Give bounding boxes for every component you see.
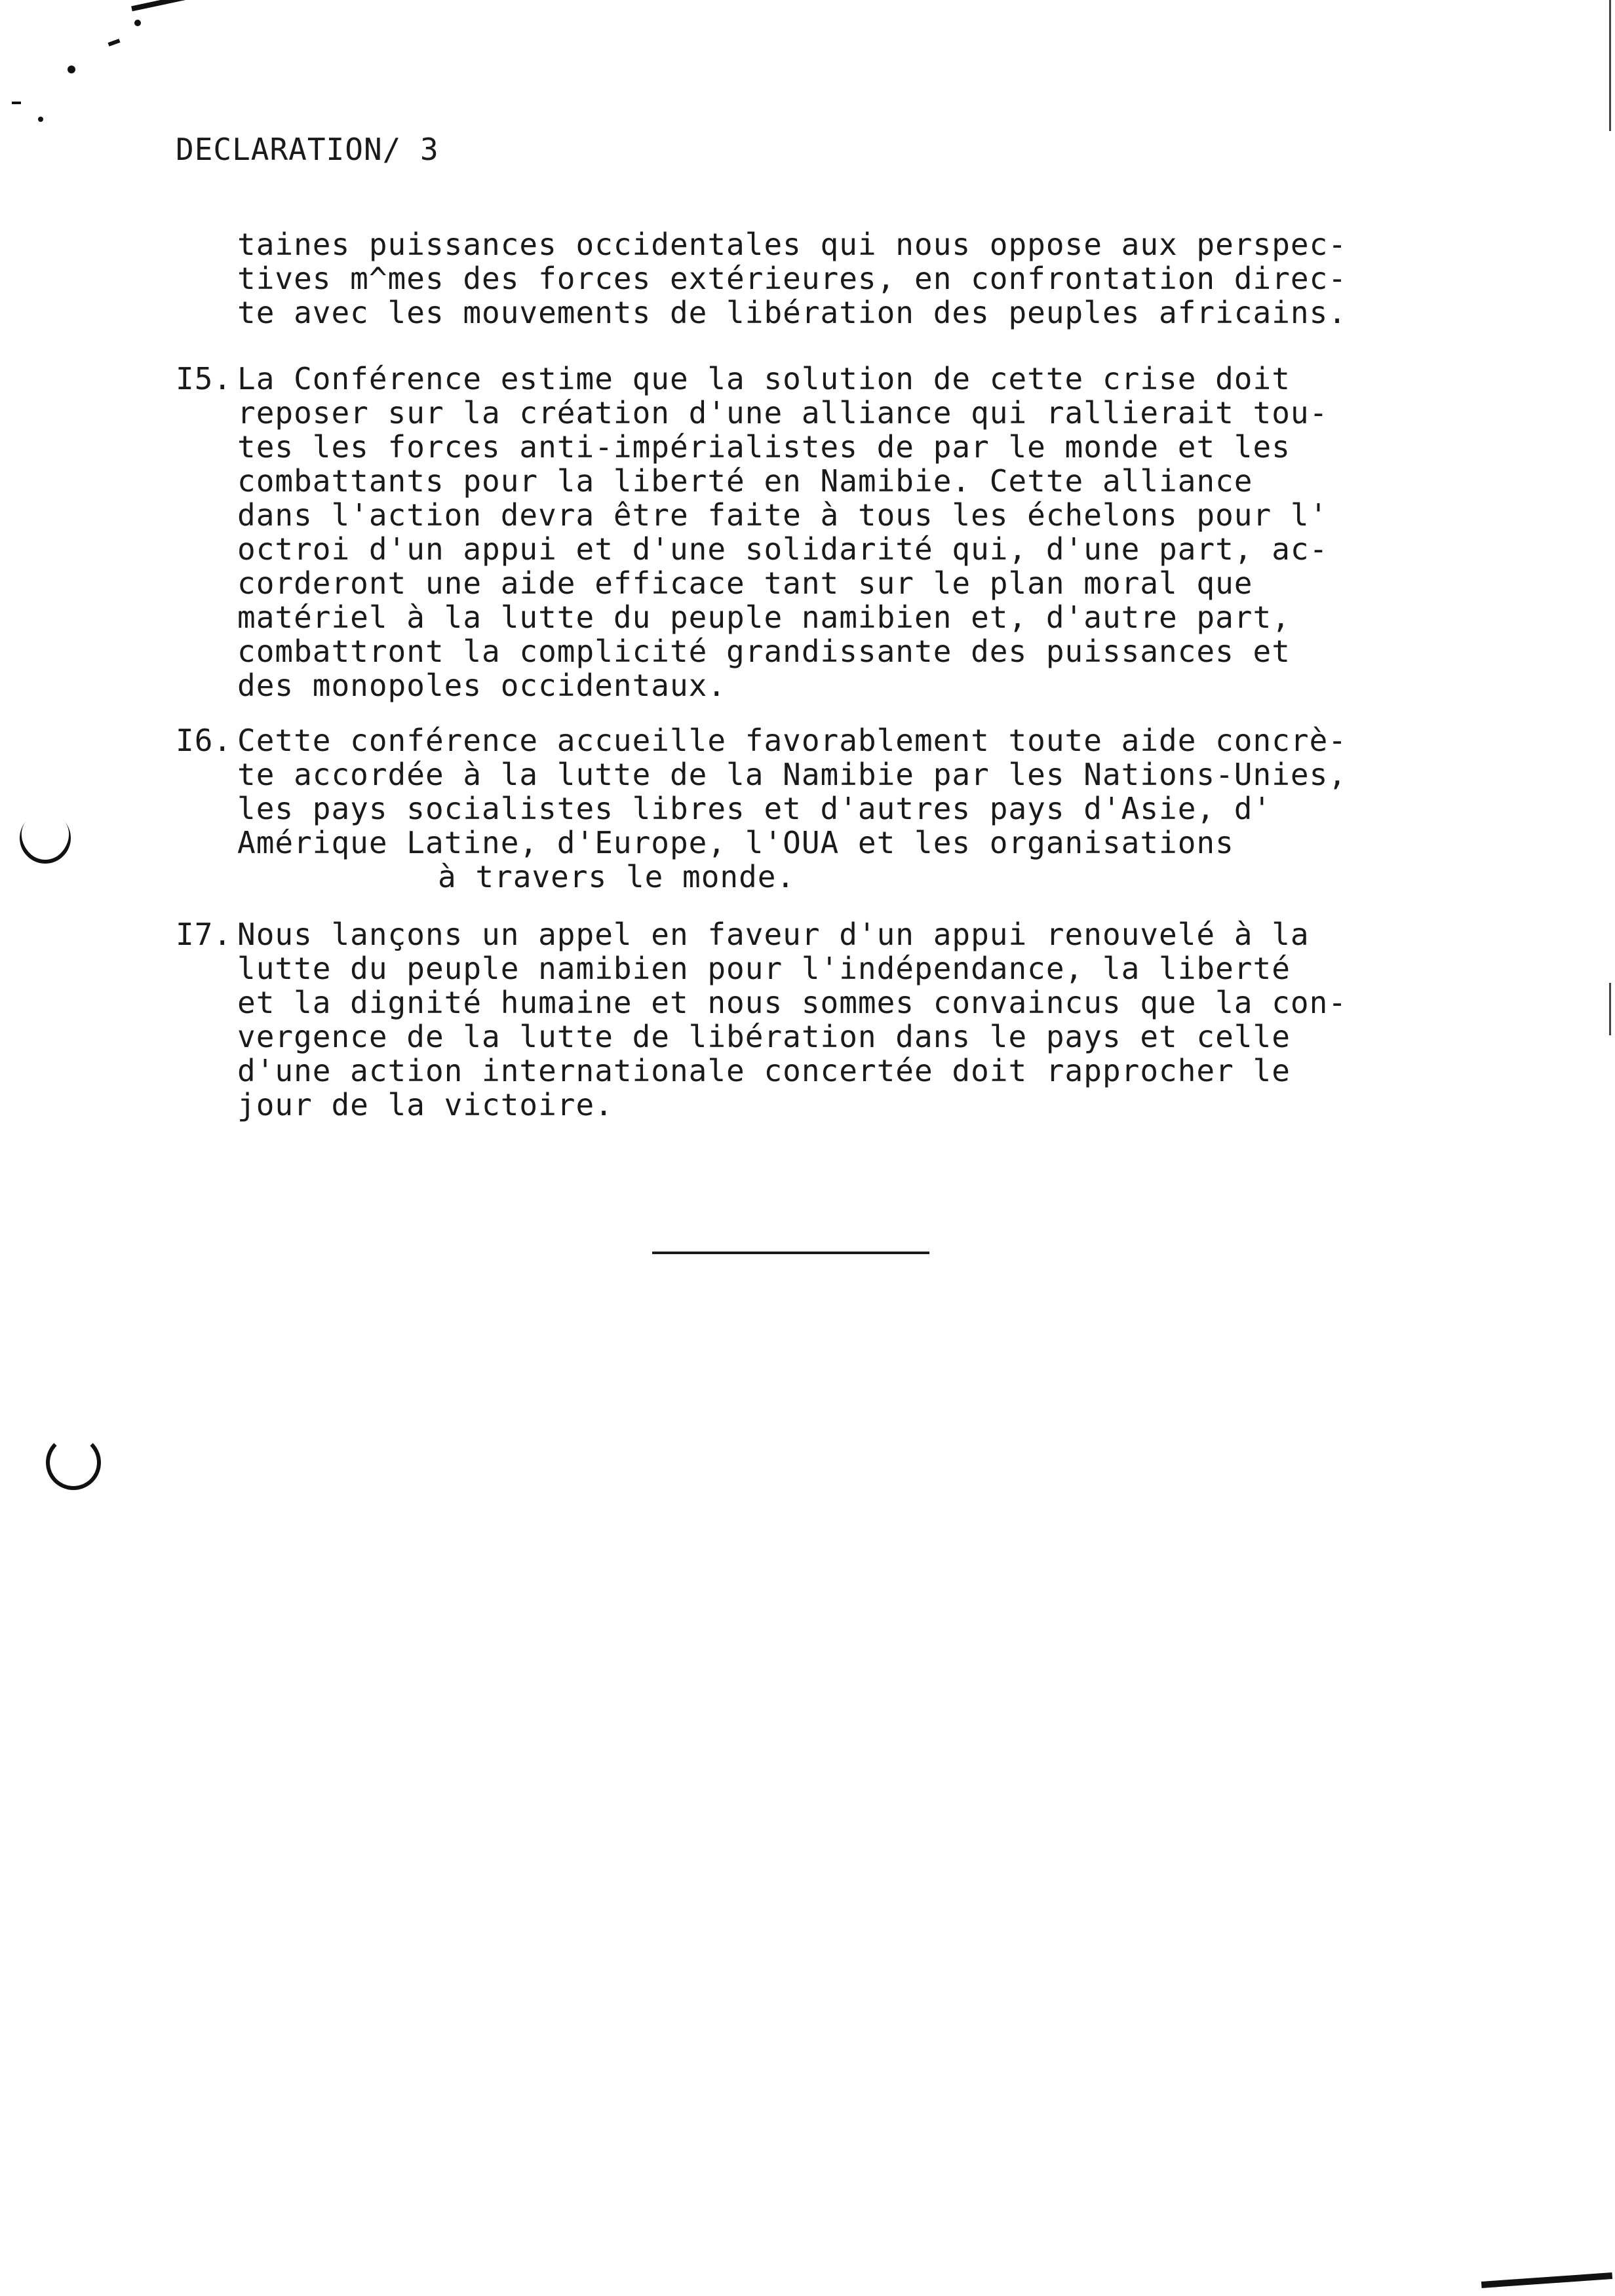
punch-hole-upper xyxy=(9,802,81,874)
paragraph-line: combattants pour la liberté en Namibie. Cette alliance xyxy=(237,463,1253,499)
paragraph-line: d'une action internationale concertée doit rapprocher le xyxy=(237,1053,1291,1088)
paragraph-line: matériel à la lutte du peuple namibien et, d'autre part, xyxy=(237,600,1291,635)
paragraph-line: les pays socialistes libres et d'autres pays d'Asie, d' xyxy=(237,791,1272,826)
scan-mark-dot-4 xyxy=(12,102,21,104)
scan-mark-dot-5 xyxy=(38,117,43,122)
scan-edge-line-2 xyxy=(1609,983,1611,1035)
paragraph-line: jour de la victoire. xyxy=(237,1087,613,1122)
paragraph-line: corderont une aide efficace tant sur le plan moral que xyxy=(237,565,1253,601)
paragraph-line: La Conférence estime que la solution de cette crise doit xyxy=(237,361,1291,396)
scan-edge-line-1 xyxy=(1609,0,1611,131)
paragraph-line: Amérique Latine, d'Europe, l'OUA et les organisations xyxy=(237,825,1234,860)
paragraph-line: des monopoles occidentaux. xyxy=(237,668,727,703)
paragraph-number: I7. xyxy=(176,917,233,952)
paragraph-line: reposer sur la création d'une alliance qui rallierait tou- xyxy=(237,395,1329,430)
paragraph-line: vergence de la lutte de libération dans le pays et celle xyxy=(237,1019,1291,1054)
punch-hole-lower xyxy=(46,1435,101,1490)
continuation-line: te avec les mouvements de libération des peuples africains. xyxy=(237,295,1347,330)
paragraph-line: te accordée à la lutte de la Namibie par les Nations-Unies, xyxy=(237,757,1347,792)
continuation-line: taines puissances occidentales qui nous oppose aux perspec- xyxy=(237,227,1347,262)
scan-mark-top xyxy=(131,0,190,11)
paragraph-line: octroi d'un appui et d'une solidarité qui, d'une part, ac- xyxy=(237,531,1329,567)
closing-rule xyxy=(652,1252,929,1254)
paragraph-line: Cette conférence accueille favorablement toute aide concrè- xyxy=(237,723,1347,758)
paragraph-line: tes les forces anti-impérialistes de par le monde et les xyxy=(237,429,1291,465)
scan-mark-dot-3 xyxy=(68,66,75,73)
paragraph-line: combattront la complicité grandissante des puissances et xyxy=(237,634,1291,669)
scan-mark-dot-1 xyxy=(134,20,141,26)
scan-mark-bottom xyxy=(1481,2272,1612,2288)
paragraph-line: dans l'action devra être faite à tous les échelons pour l' xyxy=(237,497,1329,533)
paragraph-line: à travers le monde. xyxy=(438,859,796,894)
paragraph-line: et la dignité humaine et nous sommes convaincus que la con- xyxy=(237,985,1347,1020)
scan-mark-dot-2 xyxy=(108,39,121,47)
continuation-line: tives m^mes des forces extérieures, en confrontation direc- xyxy=(237,261,1347,296)
page-header: DECLARATION/ 3 xyxy=(176,132,439,167)
paragraph-number: I6. xyxy=(176,723,233,758)
paragraph-line: lutte du peuple namibien pour l'indépendance, la liberté xyxy=(237,951,1291,986)
paragraph-line: Nous lançons un appel en faveur d'un appui renouvelé à la xyxy=(237,917,1310,952)
paragraph-number: I5. xyxy=(176,361,233,396)
